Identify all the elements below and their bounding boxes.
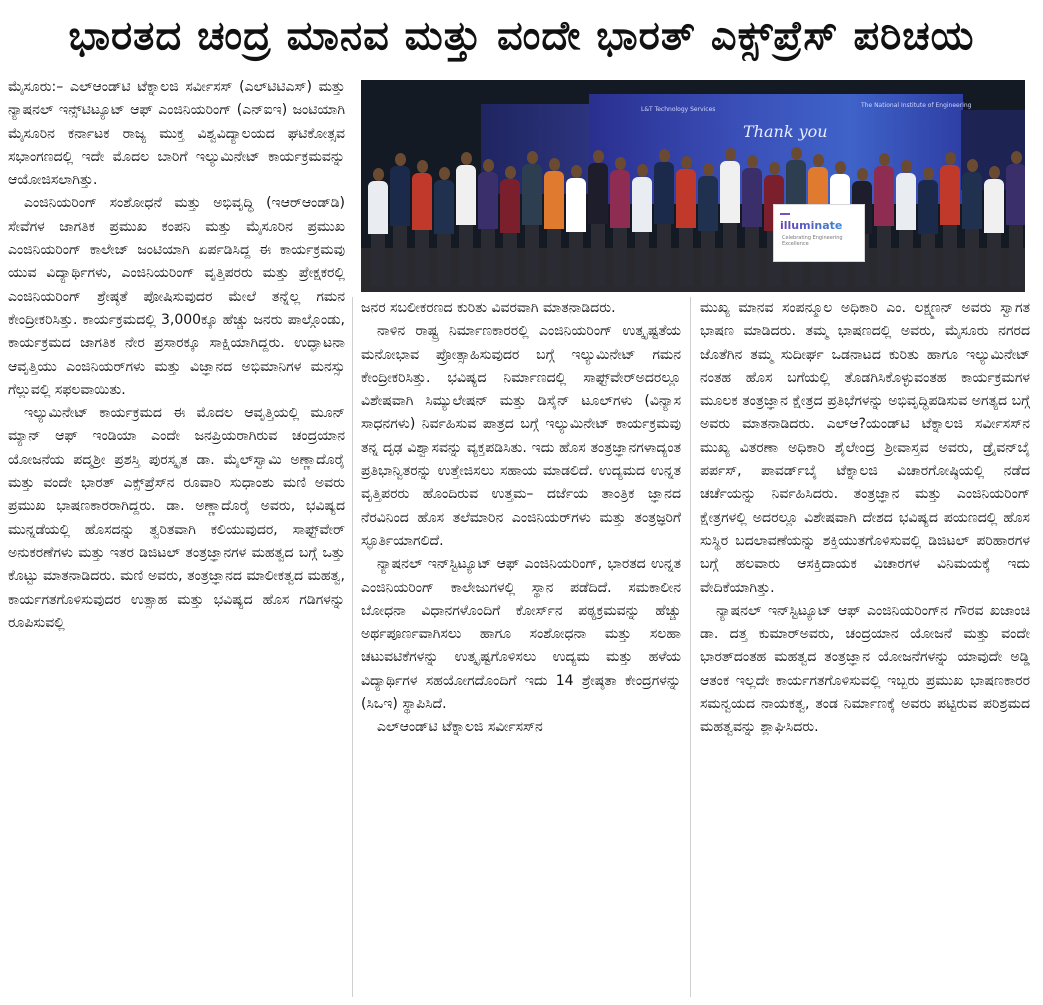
person-silhouette <box>741 155 763 286</box>
person-body <box>368 181 388 234</box>
person-silhouette <box>983 166 1005 286</box>
person-silhouette <box>499 166 521 286</box>
person-body <box>720 161 740 223</box>
person-head <box>703 163 714 176</box>
person-silhouette <box>389 153 411 286</box>
person-silhouette <box>609 157 631 286</box>
person-silhouette <box>543 158 565 286</box>
person-body <box>940 165 960 225</box>
person-legs <box>635 232 649 286</box>
person-head <box>967 159 978 172</box>
paragraph: ನ್ಯಾಷನಲ್ ಇನ್‌ಸ್ಟಿಟ್ಯೂಟ್ ಆಫ್ ಎಂಜಿನಿಯರಿಂಗ್‌ನ ಗೌರವ ಖಜಾಂಚಿ ಡಾ. ದತ್ತ ಕುಮಾರ್‌ಅವರು, ಚಂದ್ರಯಾನ ಯೋಜನೆ ಮತ್ತು ವಂದೇ ಭಾರತ್‌ದಂತಹ ಮಹತ್ವದ ತಂತ್ರಜ್ಞಾನ ಯೋಜನೆಗಳನ್ನು ಯಾವುದೇ ಅಡ್ಡಿ ಆತಂಕ ಇಲ್ಲದೇ ಕಾರ್ಯಗತಗೊಳಿಸುವಲ್ಲಿ ಇಬ್ಬರು ಪ್ರಮುಖ ಭಾಷಣಕಾರರ ಸಮನ್ವಯದ ನಾಯಕತ್ವ, ತಂಡ ನಿರ್ಮಾಣಕ್ಕೆ ಅವರು ಪಟ್ಟಿರುವ ಪರಿಶ್ರಮದ ಮಹತ್ವವನ್ನು ಶ್ಲಾಘಿಸಿದರು. <box>700 602 1030 736</box>
person-head <box>505 166 516 179</box>
person-legs <box>877 226 891 286</box>
paragraph: ಮೈಸೂರು:– ಎಲ್‌ಆಂಡ್‌ಟಿ ಟೆಕ್ನಾಲಜಿ ಸರ್ವೀಸಸ್ (ಎಲ್‌ಟಿಟಿಎಸ್) ಮತ್ತು ನ್ಯಾಷನಲ್ ಇನ್ಸ್‌ಟಿಟ್ಯೂಟ್ ಆಫ್ ಎಂಜಿನಿಯರಿಂಗ್ (ಎನ್‌ಐಇ) ಜಂಟಿಯಾಗಿ ಮೈಸೂರಿನ ಕರ್ನಾಟಕ ರಾಜ್ಯ ಮುಕ್ತ ವಿಶ್ವವಿದ್ಯಾಲಯದ ಘಟಿಕೋತ್ಸವ ಸಭಾಂಗಣದಲ್ಲಿ ಇದೇ ಮೊದಲ ಬಾರಿಗೆ ಇಲ್ಯುಮಿನೇಟ್ ಕಾರ್ಯಕ್ರಮವನ್ನು ಆಯೋಜಿಸಲಾಗಿತ್ತು. <box>8 79 345 189</box>
person-head <box>461 152 472 165</box>
article-headline: ಭಾರತದ ಚಂದ್ರ ಮಾನವ ಮತ್ತು ವಂದೇ ಭಾರತ್ ಎಕ್ಸ್‌ಪ್ರೆಸ್ ಪರಿಚಯ <box>68 13 975 59</box>
paragraph: ಎಂಜಿನಿಯರಿಂಗ್ ಸಂಶೋಧನೆ ಮತ್ತು ಅಭಿವೃದ್ಧಿ (ಇಆರ್‌ಆಂಡ್‌ಡಿ) ಸೇವೆಗಳ ಜಾಗತಿಕ ಪ್ರಮುಖ ಕಂಪನಿ ಮತ್ತು ಮೈಸೂರಿನ ಪ್ರಮುಖ ಎಂಜಿನಿಯರಿಂಗ್ ಕಾಲೇಜ್ ಜಂಟಿಯಾಗಿ ಏರ್ಪಡಿಸಿದ್ದ ಈ ಕಾರ್ಯಕ್ರಮವು ಯುವ ವಿದ್ಯಾರ್ಥಿಗಳು, ಎಂಜಿನಿಯರಿಂಗ್ ವೃತ್ತಿಪರರು ಮತ್ತು ಪ್ರೇಕ್ಷಕರಲ್ಲಿ ಎಂಜಿನಿಯರಿಂಗ್ ಶ್ರೇಷ್ಠತೆ ಪೋಷಿಸುವುದರ ಮೇಲೆ ತನ್ನೆಲ್ಲ ಗಮನ ಕೇಂದ್ರೀಕರಿಸಿತ್ತು. ಕಾರ್ಯಕ್ರಮದಲ್ಲಿ 3,000ಕ್ಕೂ ಹೆಚ್ಚು ಜನರು ಪಾಲ್ಗೊಂಡು, ಕಾರ್ಯಕ್ರಮದ ಜಾಗತಿಕ ನೇರ ಪ್ರಸಾರಕ್ಕೂ ಸಾಕ್ಷಿಯಾಗಿದ್ದರು. ಉದ್ಘಾಟನಾ ಆವೃತ್ತಿಯು ಎಂಜಿನಿಯರ್‌ಗಳು ಮತ್ತು ವಿಜ್ಞಾನದ ಅಭಿಮಾನಿಗಳ ಮನಸ್ಸು ಗೆಲ್ಲುವಲ್ಲಿ ಸಫಲವಾಯಿತು. <box>8 195 345 398</box>
person-head <box>483 159 494 172</box>
person-legs <box>547 229 561 286</box>
person-legs <box>481 229 495 286</box>
person-legs <box>613 228 627 286</box>
person-legs <box>525 225 539 286</box>
illuminate-banner <box>773 204 865 262</box>
column-divider <box>352 297 353 997</box>
person-body <box>1006 164 1025 225</box>
person-head <box>747 155 758 168</box>
paragraph: ನಾಳಿನ ರಾಷ್ಟ್ರ ನಿರ್ಮಾಣಕಾರರಲ್ಲಿ ಎಂಜಿನಿಯರಿಂಗ್ ಉತ್ಕೃಷ್ಟತೆಯ ಮನೋಭಾವ ಪ್ರೋತ್ಸಾಹಿಸುವುದರ ಬಗ್ಗೆ ಇಲ್ಯುಮಿನೇಟ್ ಗಮನ ಕೇಂದ್ರೀಕರಿಸಿತ್ತು. ಭವಿಷ್ಯದ ನಿರ್ಮಾಣದಲ್ಲಿ ಸಾಫ್ಟ್‌ವೇರ್‌ಅದರಲ್ಲೂ ವಿಶೇಷವಾಗಿ ಸಿಮ್ಯುಲೇಷನ್ ಮತ್ತು ಡಿಸೈನ್ ಟೂಲ್‌ಗಳು (ವಿನ್ಯಾಸ ಸಾಧನಗಳು) ನಿರ್ವಹಿಸುವ ಪಾತ್ರದ ಬಗ್ಗೆ ಇಲ್ಯುಮಿನೇಟ್ ಕಾರ್ಯಕ್ರಮವು ತನ್ನ ದೃಢ ವಿಶ್ವಾಸವನ್ನು ವ್ಯಕ್ತಪಡಿಸಿತು. ಇದು ಹೊಸ ತಂತ್ರಜ್ಞಾನಗಳಾದ್ಯಂತ ಪ್ರತಿಭಾನ್ವಿತರನ್ನು ಉತ್ತೇಜಿಸಲು ಸಹಾಯ ಮಾಡಲಿದೆ. ಉದ್ಯಮದ ಉನ್ನತ ವೃತ್ತಿಪರರು ಹೊಂದಿರುವ ಉತ್ತಮ– ದರ್ಜೆಯ ತಾಂತ್ರಿಕ ಜ್ಞಾನದ ನೆರವಿನಿಂದ ಹೊಸ ತಲೆಮಾರಿನ ಎಂಜಿನಿಯರ್‌ಗಳು ಮತ್ತು ತಂತ್ರಜ್ಞರಿಗೆ ಸ್ಫೂರ್ತಿಯಾಗಲಿದೆ. <box>361 323 681 549</box>
person-head <box>659 149 670 162</box>
person-body <box>676 169 696 228</box>
person-head <box>945 152 956 165</box>
person-silhouette <box>565 165 587 286</box>
person-legs <box>371 234 385 286</box>
person-body <box>984 179 1004 233</box>
person-head <box>791 147 802 160</box>
person-body <box>632 177 652 232</box>
person-body <box>522 164 542 225</box>
person-legs <box>657 224 671 286</box>
person-head <box>439 167 450 180</box>
person-head <box>901 160 912 173</box>
person-body <box>654 162 674 224</box>
screen-thank-you-text: Thank you <box>743 122 828 141</box>
person-legs <box>415 230 429 286</box>
person-head <box>615 157 626 170</box>
person-silhouette <box>477 159 499 286</box>
paragraph: ಮುಖ್ಯ ಮಾನವ ಸಂಪನ್ಮೂಲ ಅಧಿಕಾರಿ ಎಂ. ಲಕ್ಷ್ಮಣನ್ ಅವರು ಸ್ವಾಗತ ಭಾಷಣ ಮಾಡಿದರು. ತಮ್ಮ ಭಾಷಣದಲ್ಲಿ ಅವರು, ಮೈಸೂರು ನಗರದ ಜೊತೆಗಿನ ತಮ್ಮ ಸುದೀರ್ಘ ಒಡನಾಟದ ಕುರಿತು ಹಾಗೂ ಇಲ್ಯುಮಿನೇಟ್ ನಂತಹ ಹೊಸ ಬಗೆಯಲ್ಲಿ ತೊಡಗಿಸಿಕೊಳ್ಳುವಂತಹ ಕಾರ್ಯಕ್ರಮಗಳ ಮೂಲಕ ತಂತ್ರಜ್ಞಾನ ಕ್ಷೇತ್ರದ ಪ್ರತಿಭೆಗಳನ್ನು ಅಭಿವೃದ್ಧಿಪಡಿಸುವ ಅಗತ್ಯದ ಬಗ್ಗೆ ಅವರು ಮಾತನಾಡಿದರು. ಎಲ್‌ಆ?ಯಂಡ್‌ಟಿ ಟೆಕ್ನಾಲಜಿ ಸರ್ವೀಸಸ್‌ನ ಮುಖ್ಯ ವಿತರಣಾ ಅಧಿಕಾರಿ ಶೈಲೇಂದ್ರ ಶ್ರೀವಾಸ್ತವ ಅವರು, ಡ್ರೈವನ್‌ಬೈ ಪರ್ಪಸ್, ಪಾವರ್ಡ್‌ಬೈ ಟೆಕ್ನಾಲಜಿ ವಿಚಾರಗೋಷ್ಠಿಯಲ್ಲಿ ನಡೆದ ಚರ್ಚೆಯನ್ನು ನಿರ್ವಹಿಸಿದರು. ತಂತ್ರಜ್ಞಾನ ಮತ್ತು ಎಂಜಿನಿಯರಿಂಗ್ ಕ್ಷೇತ್ರಗಳಲ್ಲಿ ಅದರಲ್ಲೂ ವಿಶೇಷವಾಗಿ ದೇಶದ ಭವಿಷ್ಯದ ಪಯಣದಲ್ಲಿ ಹೊಸ ಸುಸ್ಥಿರ ಬದಲಾವಣೆಯನ್ನು ಶಕ್ತಿಯುತಗೊಳಿಸುವಲ್ಲಿ ಡಿಜಿಟಲ್ ಪರಿಹಾರಗಳ ಬಗ್ಗೆ ಹಲವಾರು ಆಸಕ್ತಿದಾಯಕ ವಿಚಾರಗಳ ವಿನಿಮಯಕ್ಕೆ ಇದು ವೇದಿಕೆಯಾಗಿತ್ತು. <box>700 300 1030 596</box>
paragraph: ಜನರ ಸಬಲೀಕರಣದ ಕುರಿತು ವಿವರವಾಗಿ ಮಾತನಾಡಿದರು. <box>361 300 616 316</box>
person-head <box>373 168 384 181</box>
person-legs <box>987 233 1001 286</box>
nie-logo: The National Institute of Engineering <box>861 102 972 109</box>
person-body <box>544 171 564 229</box>
person-legs <box>723 223 737 286</box>
person-silhouette <box>455 152 477 286</box>
person-silhouette <box>697 163 719 286</box>
paragraph: ನ್ಯಾಷನಲ್ ಇನ್‌ಸ್ಟಿಟ್ಯೂಟ್ ಆಫ್ ಎಂಜಿನಿಯರಿಂಗ್, ಭಾರತದ ಉನ್ನತ ಎಂಜಿನಿಯರಿಂಗ್ ಕಾಲೇಜುಗಳಲ್ಲಿ ಸ್ಥಾನ ಪಡೆದಿದೆ. ಸಮಕಾಲೀನ ಬೋಧನಾ ವಿಧಾನಗಳೊಂದಿಗೆ ಕೋರ್ಸ್‌ನ ಪಠ್ಯಕ್ರಮವನ್ನು ಹೆಚ್ಚು ಅರ್ಥಪೂರ್ಣವಾಗಿಸಲು ಹಾಗೂ ಸಂಶೋಧನಾ ಮತ್ತು ಸಲಹಾ ಚಟುವಟಿಕೆಗಳನ್ನು ಉತ್ಕೃಷ್ಟಗೊಳಿಸಲು ಉದ್ಯಮ ಮತ್ತು ಹಳೆಯ ವಿದ್ಯಾರ್ಥಿಗಳ ಸಹಯೋಗದೊಂದಿಗೆ ಇದು 14 ಶ್ರೇಷ್ಠತಾ ಕೇಂದ್ರಗಳನ್ನು (ಸಿಒಇ) ಸ್ಥಾಪಿಸಿದೆ. <box>361 556 681 713</box>
person-body <box>412 173 432 230</box>
person-head <box>549 158 560 171</box>
person-legs <box>701 231 715 286</box>
person-body <box>500 179 520 233</box>
person-silhouette <box>675 156 697 286</box>
person-body <box>478 172 498 229</box>
person-silhouette <box>587 150 609 286</box>
person-body <box>456 165 476 225</box>
person-legs <box>745 227 759 286</box>
person-legs <box>943 225 957 286</box>
person-head <box>1011 151 1022 164</box>
person-legs <box>393 226 407 286</box>
person-head <box>769 162 780 175</box>
person-silhouette <box>433 167 455 286</box>
banner-title: illuminate <box>780 219 843 232</box>
person-head <box>725 148 736 161</box>
person-silhouette <box>1005 151 1025 286</box>
person-head <box>637 164 648 177</box>
ltts-logo: L&T Technology Services <box>641 106 716 113</box>
person-silhouette <box>631 164 653 286</box>
person-head <box>681 156 692 169</box>
event-photo <box>361 80 1025 292</box>
person-body <box>610 170 630 228</box>
person-silhouette <box>653 149 675 286</box>
person-head <box>857 168 868 181</box>
person-head <box>527 151 538 164</box>
person-legs <box>899 230 913 286</box>
person-silhouette <box>917 167 939 286</box>
person-legs <box>679 228 693 286</box>
person-silhouette <box>719 148 741 286</box>
person-body <box>918 180 938 234</box>
person-head <box>923 167 934 180</box>
person-body <box>566 178 586 232</box>
person-head <box>879 153 890 166</box>
person-silhouette <box>939 152 961 286</box>
person-head <box>571 165 582 178</box>
person-silhouette <box>411 160 433 286</box>
person-silhouette <box>961 159 983 286</box>
person-body <box>588 163 608 224</box>
person-body <box>698 176 718 231</box>
person-body <box>874 166 894 226</box>
person-head <box>835 161 846 174</box>
paragraph: ಎಲ್‌ಆಂಡ್‌ಟಿ ಟೆಕ್ನಾಲಜಿ ಸರ್ವೀಸಸ್‌ನ <box>377 719 543 736</box>
article-column-1 <box>8 76 345 1001</box>
article-column-3 <box>700 297 1030 1001</box>
column-divider <box>690 297 691 997</box>
person-legs <box>569 232 583 286</box>
person-head <box>813 154 824 167</box>
person-silhouette <box>873 153 895 286</box>
person-body <box>896 173 916 230</box>
person-silhouette <box>521 151 543 286</box>
paragraph: ಇಲ್ಯುಮಿನೇಟ್ ಕಾರ್ಯಕ್ರಮದ ಈ ಮೊದಲ ಆವೃತ್ತಿಯಲ್ಲಿ ಮೂನ್ ಮ್ಯಾನ್ ಆಫ್ ಇಂಡಿಯಾ ಎಂದೇ ಜನಪ್ರಿಯರಾಗಿರುವ ಚಂದ್ರಯಾನ ಯೋಜನೆಯ ಪದ್ಮಶ್ರೀ ಪ್ರಶಸ್ತಿ ಪುರಸ್ಕೃತ ಡಾ. ಮೈಲ್‌ಸ್ವಾಮಿ ಅಣ್ಣಾದೊರೈ ಮತ್ತು ವಂದೇ ಭಾರತ್ ಎಕ್ಸ್‌ಪ್ರೆಸ್‌ನ ರೂವಾರಿ ಸುಧಾಂಶು ಮಣಿ ಅವರು ಪ್ರಮುಖ ಭಾಷಣಕಾರರಾಗಿದ್ದರು. ಡಾ. ಅಣ್ಣಾದೊರೈ ಅವರು, ಭವಿಷ್ಯದ ಮುನ್ನಡೆಯಲ್ಲಿ ಹೊಸದನ್ನು ತ್ವರಿತವಾಗಿ ಕಲಿಯುವುದರ, ಸಾಫ್ಟ್‌ವೇರ್ ಅನುಕರಣೆಗಳು ಮತ್ತು ಇತರ ಡಿಜಿಟಲ್ ತಂತ್ರಜ್ಞಾನಗಳ ಮಹತ್ವದ ಬಗ್ಗೆ ಒತ್ತು ಕೊಟ್ಟು ಮಾತನಾಡಿದರು. ಮಣಿ ಅವರು, ತಂತ್ರಜ್ಞಾನದ ಮಾಲೀಕತ್ವದ ಮಹತ್ವ, ಕಾರ್ಯಗತಗೊಳಿಸುವುದರ ಉತ್ಸಾಹ ಮತ್ತು ಭವಿಷ್ಯದ ಹೊಸ ಗಡಿಗಳನ್ನು ರೂಪಿಸುವಲ್ಲಿ <box>8 405 345 631</box>
person-legs <box>437 234 451 286</box>
person-body <box>434 180 454 234</box>
banner-subtitle: Celebrating Engineering Excellence <box>782 235 843 247</box>
person-legs <box>459 225 473 286</box>
person-legs <box>965 229 979 286</box>
article-column-2 <box>361 297 681 1001</box>
person-head <box>593 150 604 163</box>
person-body <box>962 172 982 229</box>
person-head <box>417 160 428 173</box>
person-legs <box>503 233 517 286</box>
person-legs <box>921 234 935 286</box>
person-legs <box>591 224 605 286</box>
person-silhouette <box>367 168 389 286</box>
person-head <box>395 153 406 166</box>
person-head <box>989 166 1000 179</box>
person-legs <box>1009 225 1023 286</box>
person-silhouette <box>895 160 917 286</box>
person-body <box>390 166 410 226</box>
person-body <box>742 168 762 227</box>
